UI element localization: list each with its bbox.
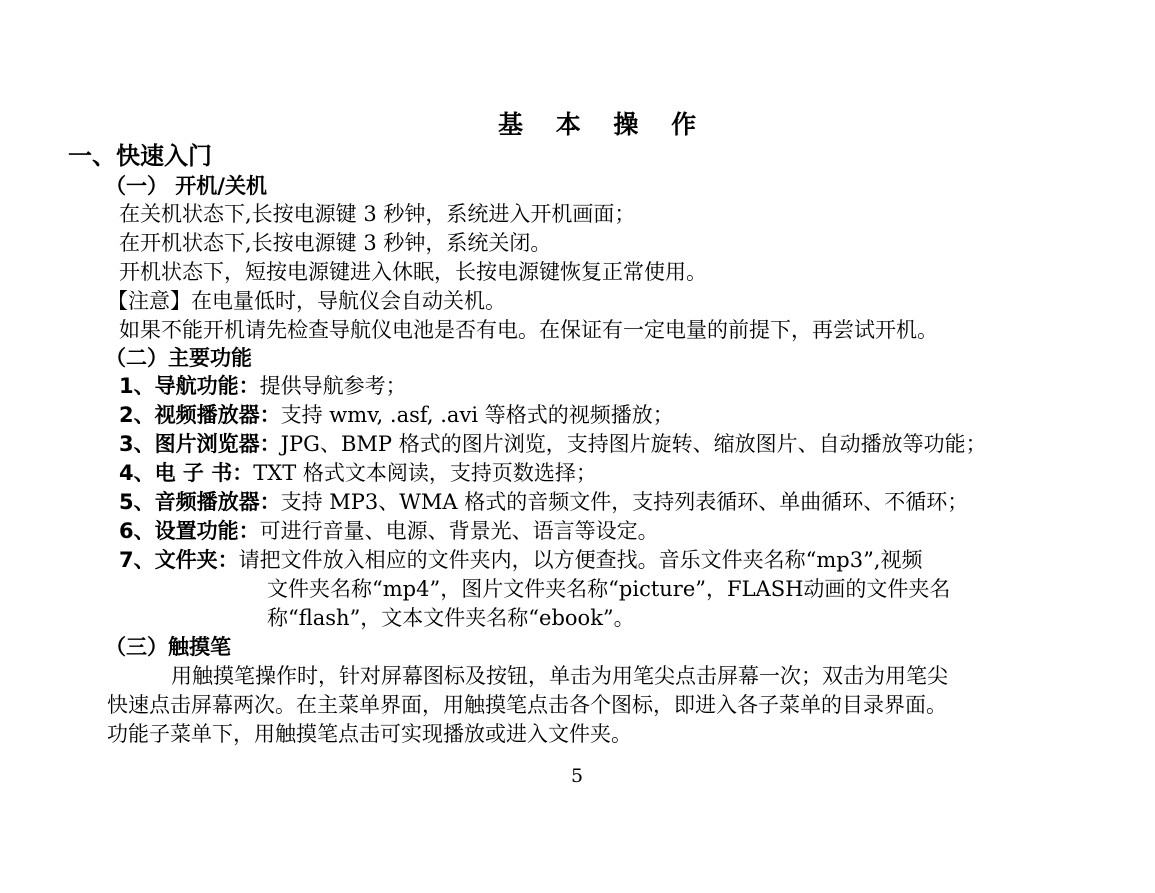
- note-line: 【注意】在电量低时，导航仪会自动关机。: [107, 289, 506, 313]
- list-item-text: 请把文件放入相应的文件夹内，以方便查找。音乐文件夹名称“mp3”,视频: [238, 548, 923, 572]
- subsection-heading-power: （一） 开机/关机: [105, 174, 267, 198]
- list-item-continuation: 称“flash”，文本文件夹名称“ebook”。: [267, 606, 635, 630]
- paragraph-line: 在关机状态下,长按电源键 3 秒钟，系统进入开机画面；: [119, 202, 636, 226]
- subsection-heading-functions: （二）主要功能: [105, 346, 252, 370]
- list-item-text: 支持 wmv, .asf, .avi 等格式的视频播放；: [280, 403, 674, 427]
- list-item-text: 提供导航参考；: [259, 374, 407, 398]
- list-item-text: 可进行音量、电源、背景光、语言等设定。: [259, 519, 659, 543]
- list-item-text: TXT 格式文本阅读，支持页数选择；: [253, 461, 597, 485]
- paragraph-line: 功能子菜单下，用触摸笔点击可实现播放或进入文件夹。: [107, 722, 632, 746]
- list-item: [119, 546, 923, 574]
- list-item: [119, 517, 659, 545]
- paragraph-line: 如果不能开机请先检查导航仪电池是否有电。在保证有一定电量的前提下，再尝试开机。: [119, 318, 938, 342]
- page-title: 基 本 操 作: [498, 110, 709, 139]
- paragraph-line: 在开机状态下,长按电源键 3 秒钟，系统关闭。: [119, 231, 552, 255]
- list-item: [119, 488, 968, 516]
- list-item-label: 1、导航功能：: [119, 374, 260, 398]
- list-item: [119, 430, 987, 458]
- list-item-text: JPG、BMP 格式的图片浏览，支持图片旋转、缩放图片、自动播放等功能；: [280, 432, 987, 456]
- page-number: 5: [571, 765, 584, 787]
- list-item-label: 7、文件夹：: [119, 548, 239, 572]
- list-item-label: 2、视频播放器：: [119, 403, 281, 427]
- list-item-label: 5、音频播放器：: [119, 490, 281, 514]
- paragraph-line: 快速点击屏幕两次。在主菜单界面，用触摸笔点击各个图标，即进入各子菜单的目录界面。: [107, 693, 947, 717]
- subsection-heading-stylus: （三）触摸笔: [105, 635, 231, 659]
- list-item-label: 3、图片浏览器：: [119, 432, 281, 456]
- list-item: [119, 459, 597, 487]
- list-item-label: 6、设置功能：: [119, 519, 260, 543]
- list-item: [119, 401, 674, 429]
- list-item-label: 4、电 子 书：: [119, 461, 254, 485]
- section-heading: 一、快速入门: [68, 142, 212, 170]
- list-item-continuation: 文件夹名称“mp4”，图片文件夹名称“picture”，FLASH动画的文件夹名: [267, 577, 951, 601]
- paragraph-line: 用触摸笔操作时，针对屏幕图标及按钮，单击为用笔尖点击屏幕一次；双击为用笔尖: [171, 664, 948, 688]
- list-item-text: 支持 MP3、WMA 格式的音频文件，支持列表循环、单曲循环、不循环；: [280, 490, 969, 514]
- list-item: [119, 372, 407, 400]
- paragraph-line: 开机状态下，短按电源键进入休眠，长按电源键恢复正常使用。: [119, 260, 707, 284]
